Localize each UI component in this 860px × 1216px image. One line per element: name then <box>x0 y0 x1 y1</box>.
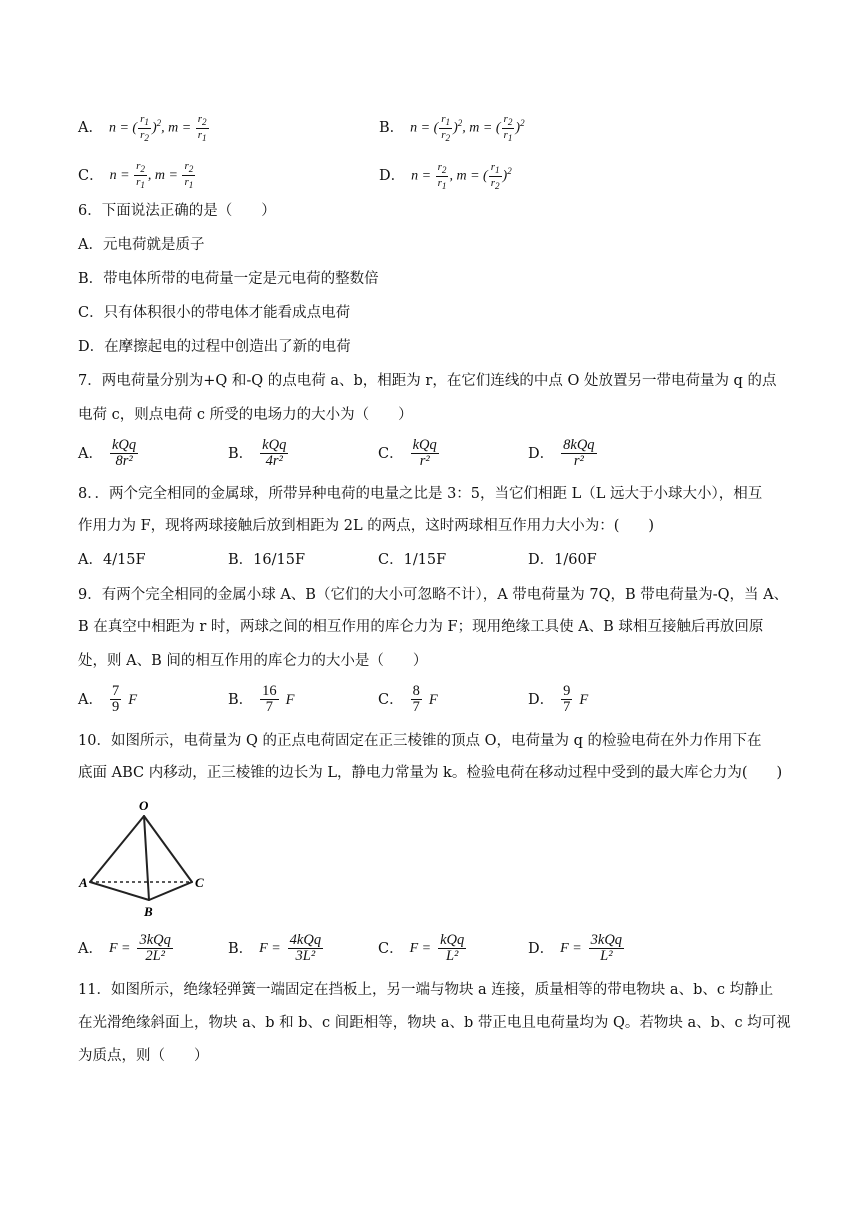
q10-option-c[interactable] <box>378 933 467 964</box>
edge-oa <box>90 816 144 882</box>
q5-option-b-formula: n = ( $\frac{r_1}{r_2}$ )$^2$, m = ( $\frac{r_2}{r_1}$ )$^2$ <box>410 112 525 144</box>
q10-option-d-label: D． <box>528 940 555 957</box>
q7-option-b[interactable] <box>228 438 289 469</box>
q7-option-d[interactable] <box>528 438 598 469</box>
q10-option-d-lhs: F = <box>560 940 582 956</box>
q10-option-a-label: A． <box>78 940 103 957</box>
q5-option-a-label: A． <box>78 120 103 137</box>
q9-stem-line3: 处，则 A、B 间的相互作用的库仑力的大小是（ ） <box>78 653 428 669</box>
q8-option-c[interactable]: C．1/15F <box>378 552 447 568</box>
q11-stem-line1: 11．如图所示，绝缘轻弹簧一端固定在挡板上，另一端与物块 a 连接，质量相等的带电物块 a、b、c 均静止 <box>78 982 774 998</box>
q6-option-d[interactable]: D．在摩擦起电的过程中创造出了新的电荷 <box>78 339 351 355</box>
q5-option-c-formula: n = $\frac{r_2}{r_1}$ , m = $\frac{r_2}{r_1}$ <box>109 160 194 191</box>
q7-option-b-label: B． <box>228 445 254 462</box>
q9-option-d[interactable] <box>528 684 588 715</box>
q5-option-d-formula: n = $\frac{r_2}{r_1}$ , m = ( $\frac{r_1}{r_2}$ )$^2$ <box>411 160 512 192</box>
vertex-label-c: C <box>195 875 204 890</box>
q7-option-a[interactable] <box>78 438 139 469</box>
q9-option-d-symbol: F <box>579 691 589 708</box>
q9-option-b-label: B． <box>228 691 254 708</box>
q5-option-a[interactable] <box>78 112 210 144</box>
q6-stem: 6．下面说法正确的是（ ） <box>78 203 276 219</box>
q5-option-a-formula: n = ( $\frac{r_1}{r_2}$ )$^2$, m = $\frac{r_2}{r_1}$ <box>108 112 207 144</box>
q9-stem-line2: B 在真空中相距为 r 时，两球之间的相互作用的库仑力为 F；现用绝缘工具使 A、B 球相互接触后再放回原 <box>78 619 764 635</box>
q9-option-c-symbol: F <box>428 691 438 708</box>
edge-ob <box>144 816 149 900</box>
q10-option-c-fraction: $\frac{\text{kQq}}{\text{L²}}$ <box>440 932 465 964</box>
q7-option-d-fraction: $\frac{\text{8kQq}}{\text{r²}}$ <box>563 437 595 469</box>
q10-stem-line2: 底面 ABC 内移动，正三棱锥的边长为 L，静电力常量为 k。检验电荷在移动过程中受到的最大库仑力为( ) <box>78 765 783 781</box>
q8-stem-line2: 作用力为 F，现将两球接触后放到相距为 2L 的两点，这时两球相互作用力大小为：( ) <box>78 518 655 534</box>
q7-stem-line2: 电荷 c，则点电荷 c 所受的电场力的大小为（ ） <box>78 407 413 423</box>
q9-option-a-label: A． <box>78 691 103 708</box>
vertex-label-a: A <box>79 875 88 890</box>
q5-option-b[interactable] <box>379 112 525 144</box>
q9-option-c-fraction: $\frac{8}{7}$ <box>412 683 420 715</box>
q6-option-b[interactable]: B．带电体所带的电荷量一定是元电荷的整数倍 <box>78 271 379 287</box>
q5-option-b-label: B． <box>379 120 405 137</box>
q7-option-c-label: C． <box>378 445 404 462</box>
q10-option-a-lhs: F = <box>108 940 131 956</box>
q9-option-b-symbol: F <box>285 691 295 708</box>
q5-option-c[interactable] <box>78 160 196 191</box>
q9-option-a-fraction: $\frac{7}{9}$ <box>111 683 120 715</box>
q10-option-b[interactable] <box>228 933 324 964</box>
q8-option-b[interactable]: B．16/15F <box>228 552 306 568</box>
q6-option-c[interactable]: C．只有体积很小的带电体才能看成点电荷 <box>78 305 351 321</box>
edge-oc <box>144 816 192 882</box>
q10-option-b-lhs: F = <box>259 940 281 956</box>
q6-option-a[interactable]: A．元电荷就是质子 <box>78 237 205 253</box>
q9-option-a-symbol: F <box>128 691 138 708</box>
q10-option-d[interactable] <box>528 933 625 964</box>
q10-option-c-label: C． <box>378 940 404 957</box>
q5-option-d[interactable] <box>379 160 512 192</box>
q7-option-c[interactable] <box>378 438 440 469</box>
q7-option-a-label: A． <box>78 445 103 462</box>
q10-stem-line1: 10．如图所示，电荷量为 Q 的正点电荷固定在正三棱锥的顶点 O，电荷量为 q 的检验电荷在外力作用下在 <box>78 733 762 749</box>
vertex-label-o: O <box>139 798 149 813</box>
vertex-label-b: B <box>144 904 153 919</box>
q8-option-a[interactable]: A．4/15F <box>78 552 146 568</box>
q11-stem-line3: 为质点，则（ ） <box>78 1048 209 1064</box>
edge-bc <box>149 882 192 900</box>
edge-ab <box>90 882 149 900</box>
q10-option-b-fraction: $\frac{\text{4kQq}}{\text{3L²}}$ <box>289 932 322 964</box>
q7-option-d-label: D． <box>528 445 555 462</box>
q9-stem-line1: 9．有两个完全相同的金属小球 A、B（它们的大小可忽略不计），A 带电荷量为 7Q，B 带电荷量为-Q，当 A、 <box>78 587 789 603</box>
q7-stem-line1: 7．两电荷量分别为+Q 和-Q 的点电荷 a、b，相距为 r，在它们连线的中点 O 处放置另一带电荷量为 q 的点 <box>78 373 777 389</box>
pyramid-figure <box>78 795 218 920</box>
q9-option-d-label: D． <box>528 691 555 708</box>
q5-option-c-label: C． <box>78 167 104 184</box>
q7-option-a-fraction: $\frac{\text{kQq}}{\text{8r²}}$ <box>111 437 137 469</box>
q7-option-c-fraction: $\frac{\text{kQq}}{\text{r²}}$ <box>412 437 437 469</box>
q8-stem-line1: 8．．两个完全相同的金属球，所带异种电荷的电量之比是 3：5，当它们相距 L（L 远大于小球大小），相互 <box>78 486 763 502</box>
q9-option-c-label: C． <box>378 691 404 708</box>
q5-option-d-label: D． <box>379 168 406 185</box>
q9-option-b-fraction: $\frac{16}{7}$ <box>262 683 277 715</box>
q10-option-d-fraction: $\frac{\text{3kQq}}{\text{L²}}$ <box>590 932 623 964</box>
q10-option-a[interactable] <box>78 933 174 964</box>
q10-option-c-lhs: F = <box>409 940 432 956</box>
q9-option-d-fraction: $\frac{9}{7}$ <box>563 683 571 715</box>
q10-option-b-label: B． <box>228 940 254 957</box>
q9-option-a[interactable] <box>78 684 137 715</box>
q10-option-a-fraction: $\frac{\text{3kQq}}{\text{2L²}}$ <box>139 932 171 964</box>
q8-option-d[interactable]: D．1/60F <box>528 552 597 568</box>
q9-option-b[interactable] <box>228 684 295 715</box>
q7-option-b-fraction: $\frac{\text{kQq}}{\text{4r²}}$ <box>262 437 287 469</box>
q9-option-c[interactable] <box>378 684 438 715</box>
q11-stem-line2: 在光滑绝缘斜面上，物块 a、b 和 b、c 间距相等，物块 a、b 带正电且电荷量均为 Q。若物块 a、b、c 均可视 <box>78 1015 791 1031</box>
